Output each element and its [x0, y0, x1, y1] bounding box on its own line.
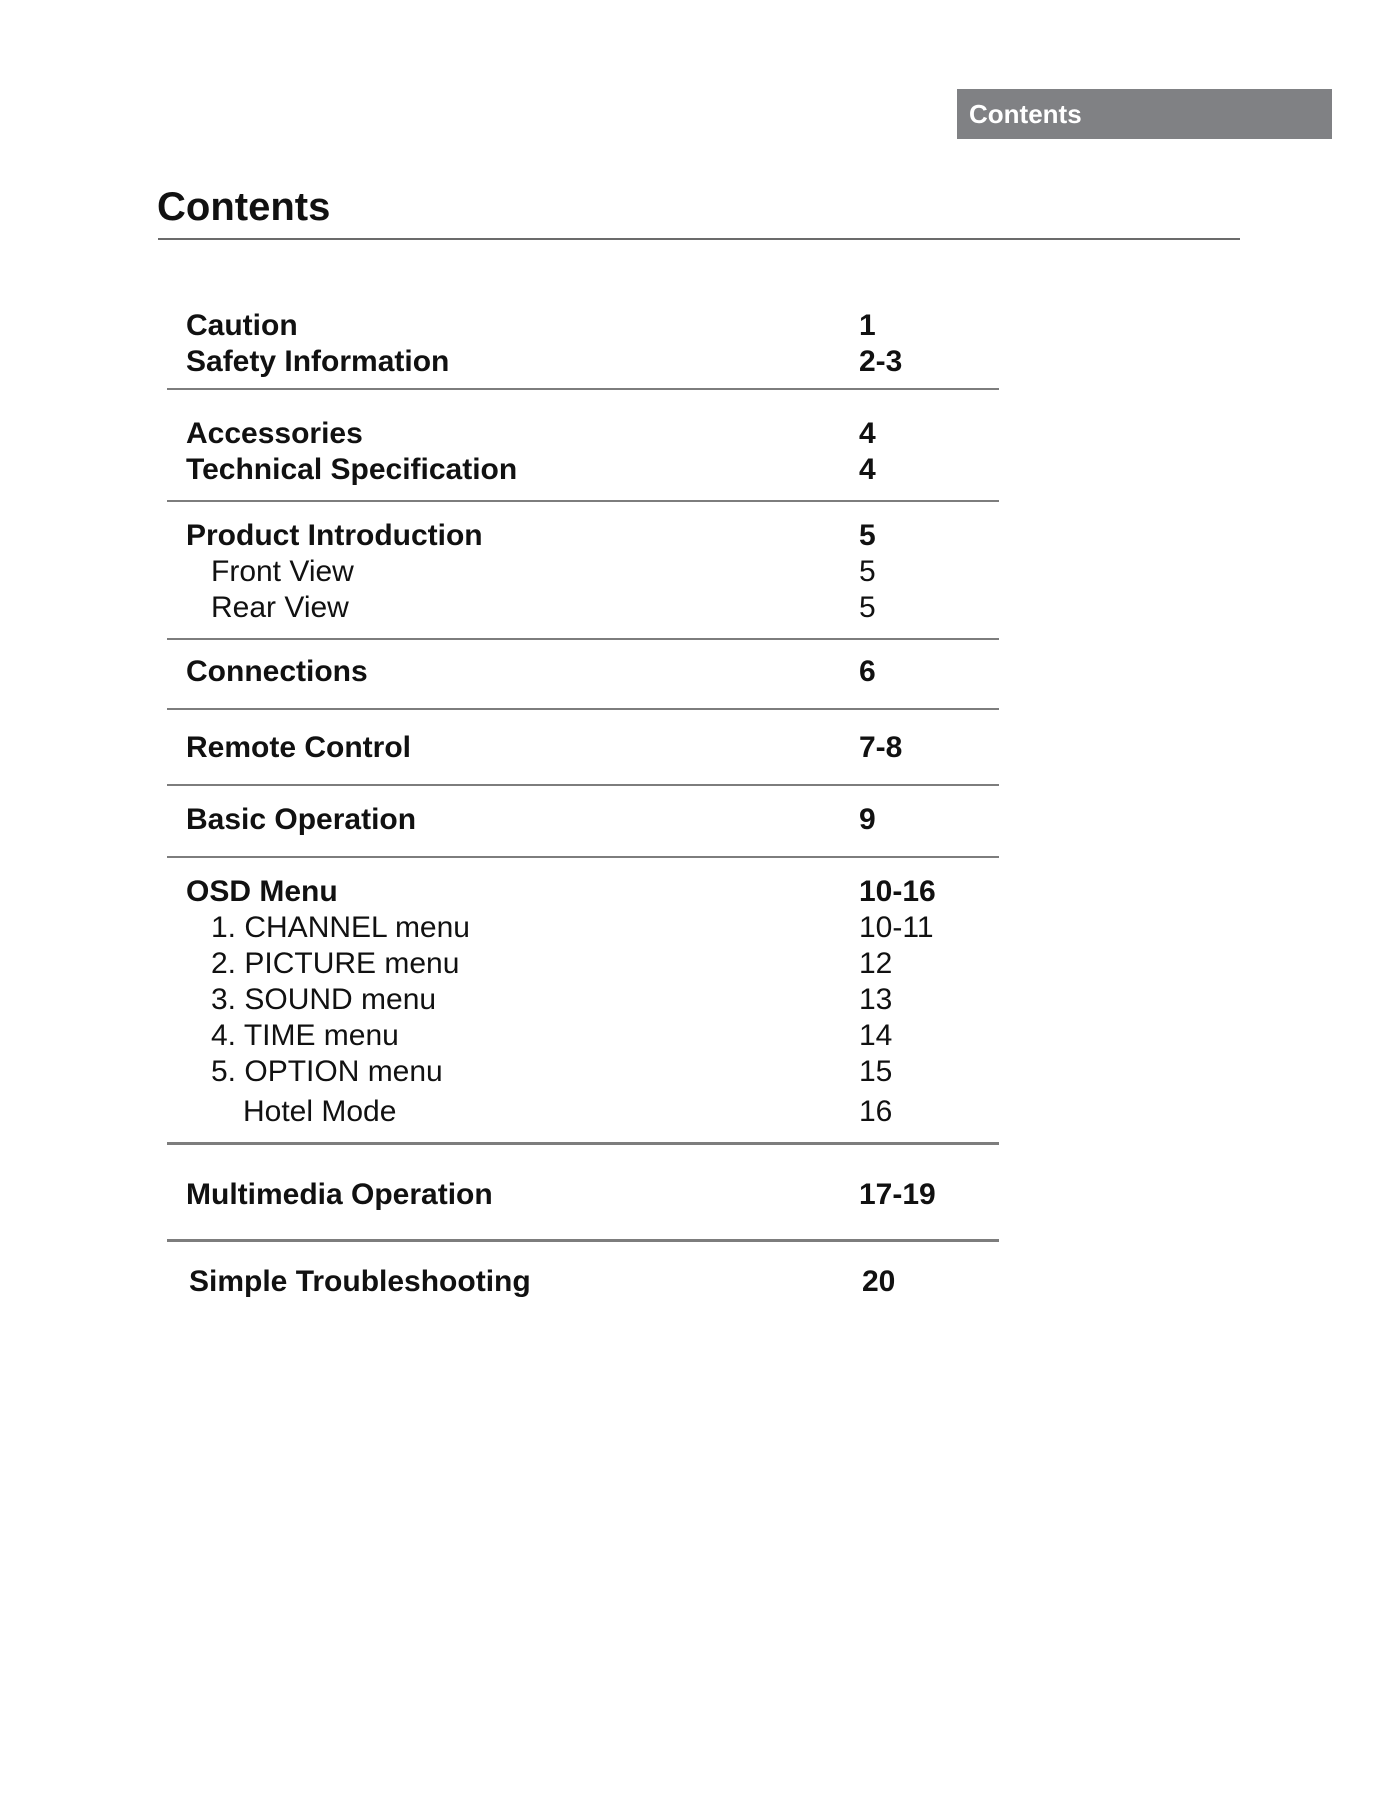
toc-entry-front-view[interactable]: [167, 554, 999, 590]
toc-group-simple-troubleshooting: [167, 1242, 999, 1300]
toc-entry-option-menu[interactable]: [167, 1054, 999, 1090]
toc-entry-page: 1: [859, 309, 876, 342]
toc-group-accessories: [167, 390, 999, 500]
toc-entry-page: 2-3: [859, 345, 903, 378]
toc-entry-label: 4. TIME menu: [211, 1019, 399, 1052]
toc-entry-label: Remote Control: [186, 731, 411, 764]
toc-entry-osd-menu[interactable]: [167, 874, 999, 910]
toc-entry-safety-information[interactable]: [167, 344, 999, 380]
toc-entry-label: OSD Menu: [186, 875, 338, 908]
toc-entry-label: Front View: [211, 555, 354, 588]
toc-entry-connections[interactable]: [167, 654, 999, 690]
toc-entry-simple-troubleshooting[interactable]: [167, 1264, 999, 1300]
toc-entry-page: 10-16: [859, 875, 936, 908]
toc-entry-hotel-mode[interactable]: [167, 1094, 999, 1130]
page-title: Contents: [157, 185, 331, 229]
section-tab: Contents: [957, 89, 1332, 139]
toc-entry-time-menu[interactable]: [167, 1018, 999, 1054]
toc-entry-label: Rear View: [211, 591, 349, 624]
toc-entry-page: 4: [859, 453, 876, 486]
toc-entry-page: 9: [859, 803, 876, 836]
toc-entry-page: 17-19: [859, 1178, 936, 1211]
toc-entry-remote-control[interactable]: [167, 730, 999, 766]
toc-entry-page: 4: [859, 417, 876, 450]
title-divider: [158, 238, 1240, 240]
toc-entry-rear-view[interactable]: [167, 590, 999, 626]
toc-entry-page: 16: [859, 1095, 893, 1128]
toc-entry-label: 1. CHANNEL menu: [211, 911, 470, 944]
toc-group-osd-menu: [167, 858, 999, 1142]
toc-entry-label: Simple Troubleshooting: [189, 1265, 531, 1298]
toc-group-safety: [167, 300, 999, 388]
toc-entry-product-introduction[interactable]: [167, 518, 999, 554]
toc-entry-page: 7-8: [859, 731, 903, 764]
toc-entry-label: Technical Specification: [186, 453, 518, 486]
toc-entry-technical-specification[interactable]: [167, 452, 999, 488]
toc-entry-page: 5: [859, 555, 876, 588]
toc-entry-label: 5. OPTION menu: [211, 1055, 443, 1088]
toc-entry-basic-operation[interactable]: [167, 802, 999, 838]
toc-entry-label: Connections: [186, 655, 368, 688]
toc-group-connections: [167, 640, 999, 708]
toc-group-basic-operation: [167, 786, 999, 856]
toc-entry-page: 14: [859, 1019, 893, 1052]
toc-group-multimedia-operation: [167, 1145, 999, 1239]
toc-entry-label: Accessories: [186, 417, 363, 450]
toc-entry-label: Multimedia Operation: [186, 1178, 493, 1211]
toc-entry-page: 5: [859, 591, 876, 624]
toc-entry-label: Caution: [186, 309, 298, 342]
toc-entry-page: 15: [859, 1055, 893, 1088]
toc-group-remote-control: [167, 710, 999, 784]
toc-entry-label: Safety Information: [186, 345, 450, 378]
toc-entry-picture-menu[interactable]: [167, 946, 999, 982]
toc-entry-sound-menu[interactable]: [167, 982, 999, 1018]
toc-entry-page: 13: [859, 983, 893, 1016]
toc-entry-accessories[interactable]: [167, 416, 999, 452]
toc-entry-label: 2. PICTURE menu: [211, 947, 460, 980]
toc-group-product-introduction: [167, 502, 999, 638]
table-of-contents: [167, 300, 999, 1300]
toc-entry-page: 10-11: [859, 911, 934, 944]
toc-entry-page: 5: [859, 519, 876, 552]
toc-entry-channel-menu[interactable]: [167, 910, 999, 946]
toc-entry-label: Product Introduction: [186, 519, 483, 552]
toc-entry-page: 6: [859, 655, 876, 688]
toc-entry-label: 3. SOUND menu: [211, 983, 437, 1016]
toc-entry-multimedia-operation[interactable]: [167, 1177, 999, 1213]
toc-entry-page: 20: [862, 1265, 896, 1298]
toc-entry-label: Hotel Mode: [243, 1095, 397, 1128]
toc-entry-caution[interactable]: [167, 308, 999, 344]
toc-entry-page: 12: [859, 947, 893, 980]
toc-entry-label: Basic Operation: [186, 803, 417, 836]
